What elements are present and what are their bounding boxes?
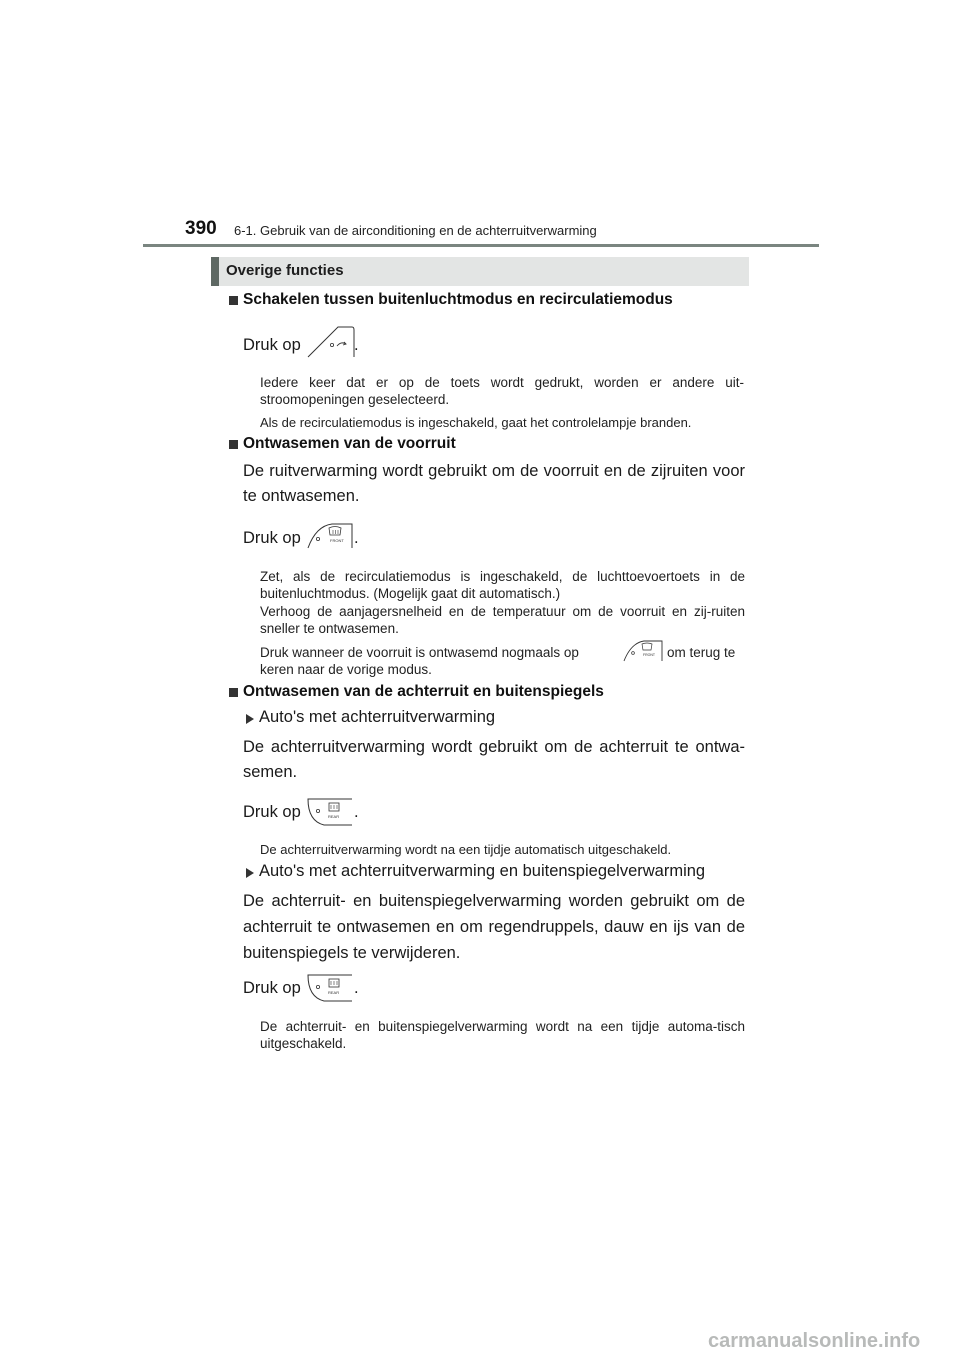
heading-bullet-icon [229,440,238,449]
rear-label: REAR [328,990,340,995]
triangle-bullet-icon [246,868,254,878]
rear-label: REAR [328,814,340,819]
note-rear-2: De achterruit- en buitenspiegelverwarming wordt na een tijdje automa-tisch uitgeschakeld. [260,1019,745,1051]
note-front-3a: Druk wanneer de voorruit is ontwasemd nogmaals op [260,645,579,660]
section-bar-accent [211,257,219,286]
heading-front-defog: Ontwasemen van de voorruit [243,435,456,452]
body-front-defog: De ruitverwarming wordt gebruikt om de voorruit en de zijruiten voor te ontwasemen. [243,462,745,505]
note-recirculation-1: Iedere keer dat er op de toets wordt gedrukt, worden er andere uit-stroomopeningen geselecteerd. [260,375,744,407]
note-rear-1: De achterruitverwarming wordt na een tijdje automatisch uitgeschakeld. [260,842,672,857]
sub-heading-rear-1: Auto's met achterruitverwarming [259,708,496,726]
druk-op-label: Druk op [243,336,301,354]
chapter-title: 6-1. Gebruik van de airconditioning en de achterruitverwarming [234,223,597,238]
note-front-3c: keren naar de vorige modus. [260,662,432,677]
period: . [354,529,359,547]
note-front-3b: om terug te [667,645,736,660]
heading-recirculation: Schakelen tussen buitenluchtmodus en recirculatiemodus [243,291,673,308]
rear-defog-button-icon [306,797,354,827]
druk-op-label: Druk op [243,979,301,997]
rear-defog-button-icon [306,973,354,1003]
recirculation-button-icon [306,325,356,359]
period: . [354,336,359,354]
body-rear-1: De achterruitverwarming wordt gebruikt om de achterruit te ontwa-semen. [243,738,745,781]
sub-heading-rear-2: Auto's met achterruitverwarming en buitenspiegelverwarming [259,862,706,880]
note-recirculation-2: Als de recirculatiemodus is ingeschakeld, gaat het controlelampje branden. [260,415,692,430]
page-number: 390 [185,218,217,239]
front-label-inline: FRONT [643,653,656,657]
period: . [354,803,359,821]
body-rear-2: De achterruit- en buitenspiegelverwarming worden gebruikt om de achterruit te ontwasemen en om regendruppels, dauw en ijs van de buitenspiegels te verwijderen. [243,892,745,962]
section-title: Overige functies [226,262,344,279]
druk-op-label: Druk op [243,803,301,821]
note-front-2: Verhoog de aanjagersnelheid en de temperatuur om de voorruit en zij-ruiten sneller te ontwasemen. [260,604,745,636]
period: . [354,979,359,997]
front-label: FRONT [330,538,344,543]
triangle-bullet-icon [246,714,254,724]
front-defog-button-icon [306,522,354,550]
front-defog-button-icon-inline [622,639,664,663]
heading-bullet-icon [229,296,238,305]
druk-op-label: Druk op [243,529,301,547]
note-front-1: Zet, als de recirculatiemodus is ingeschakeld, de luchttoevoertoets in de buitenluchtmodus. (Mogelijk gaat dit automatisch.) [260,569,745,601]
header-divider [143,244,819,247]
heading-rear-defog: Ontwasemen van de achterruit en buitenspiegels [243,683,604,700]
heading-bullet-icon [229,688,238,697]
watermark: carmanualsonline.info [708,1330,921,1352]
